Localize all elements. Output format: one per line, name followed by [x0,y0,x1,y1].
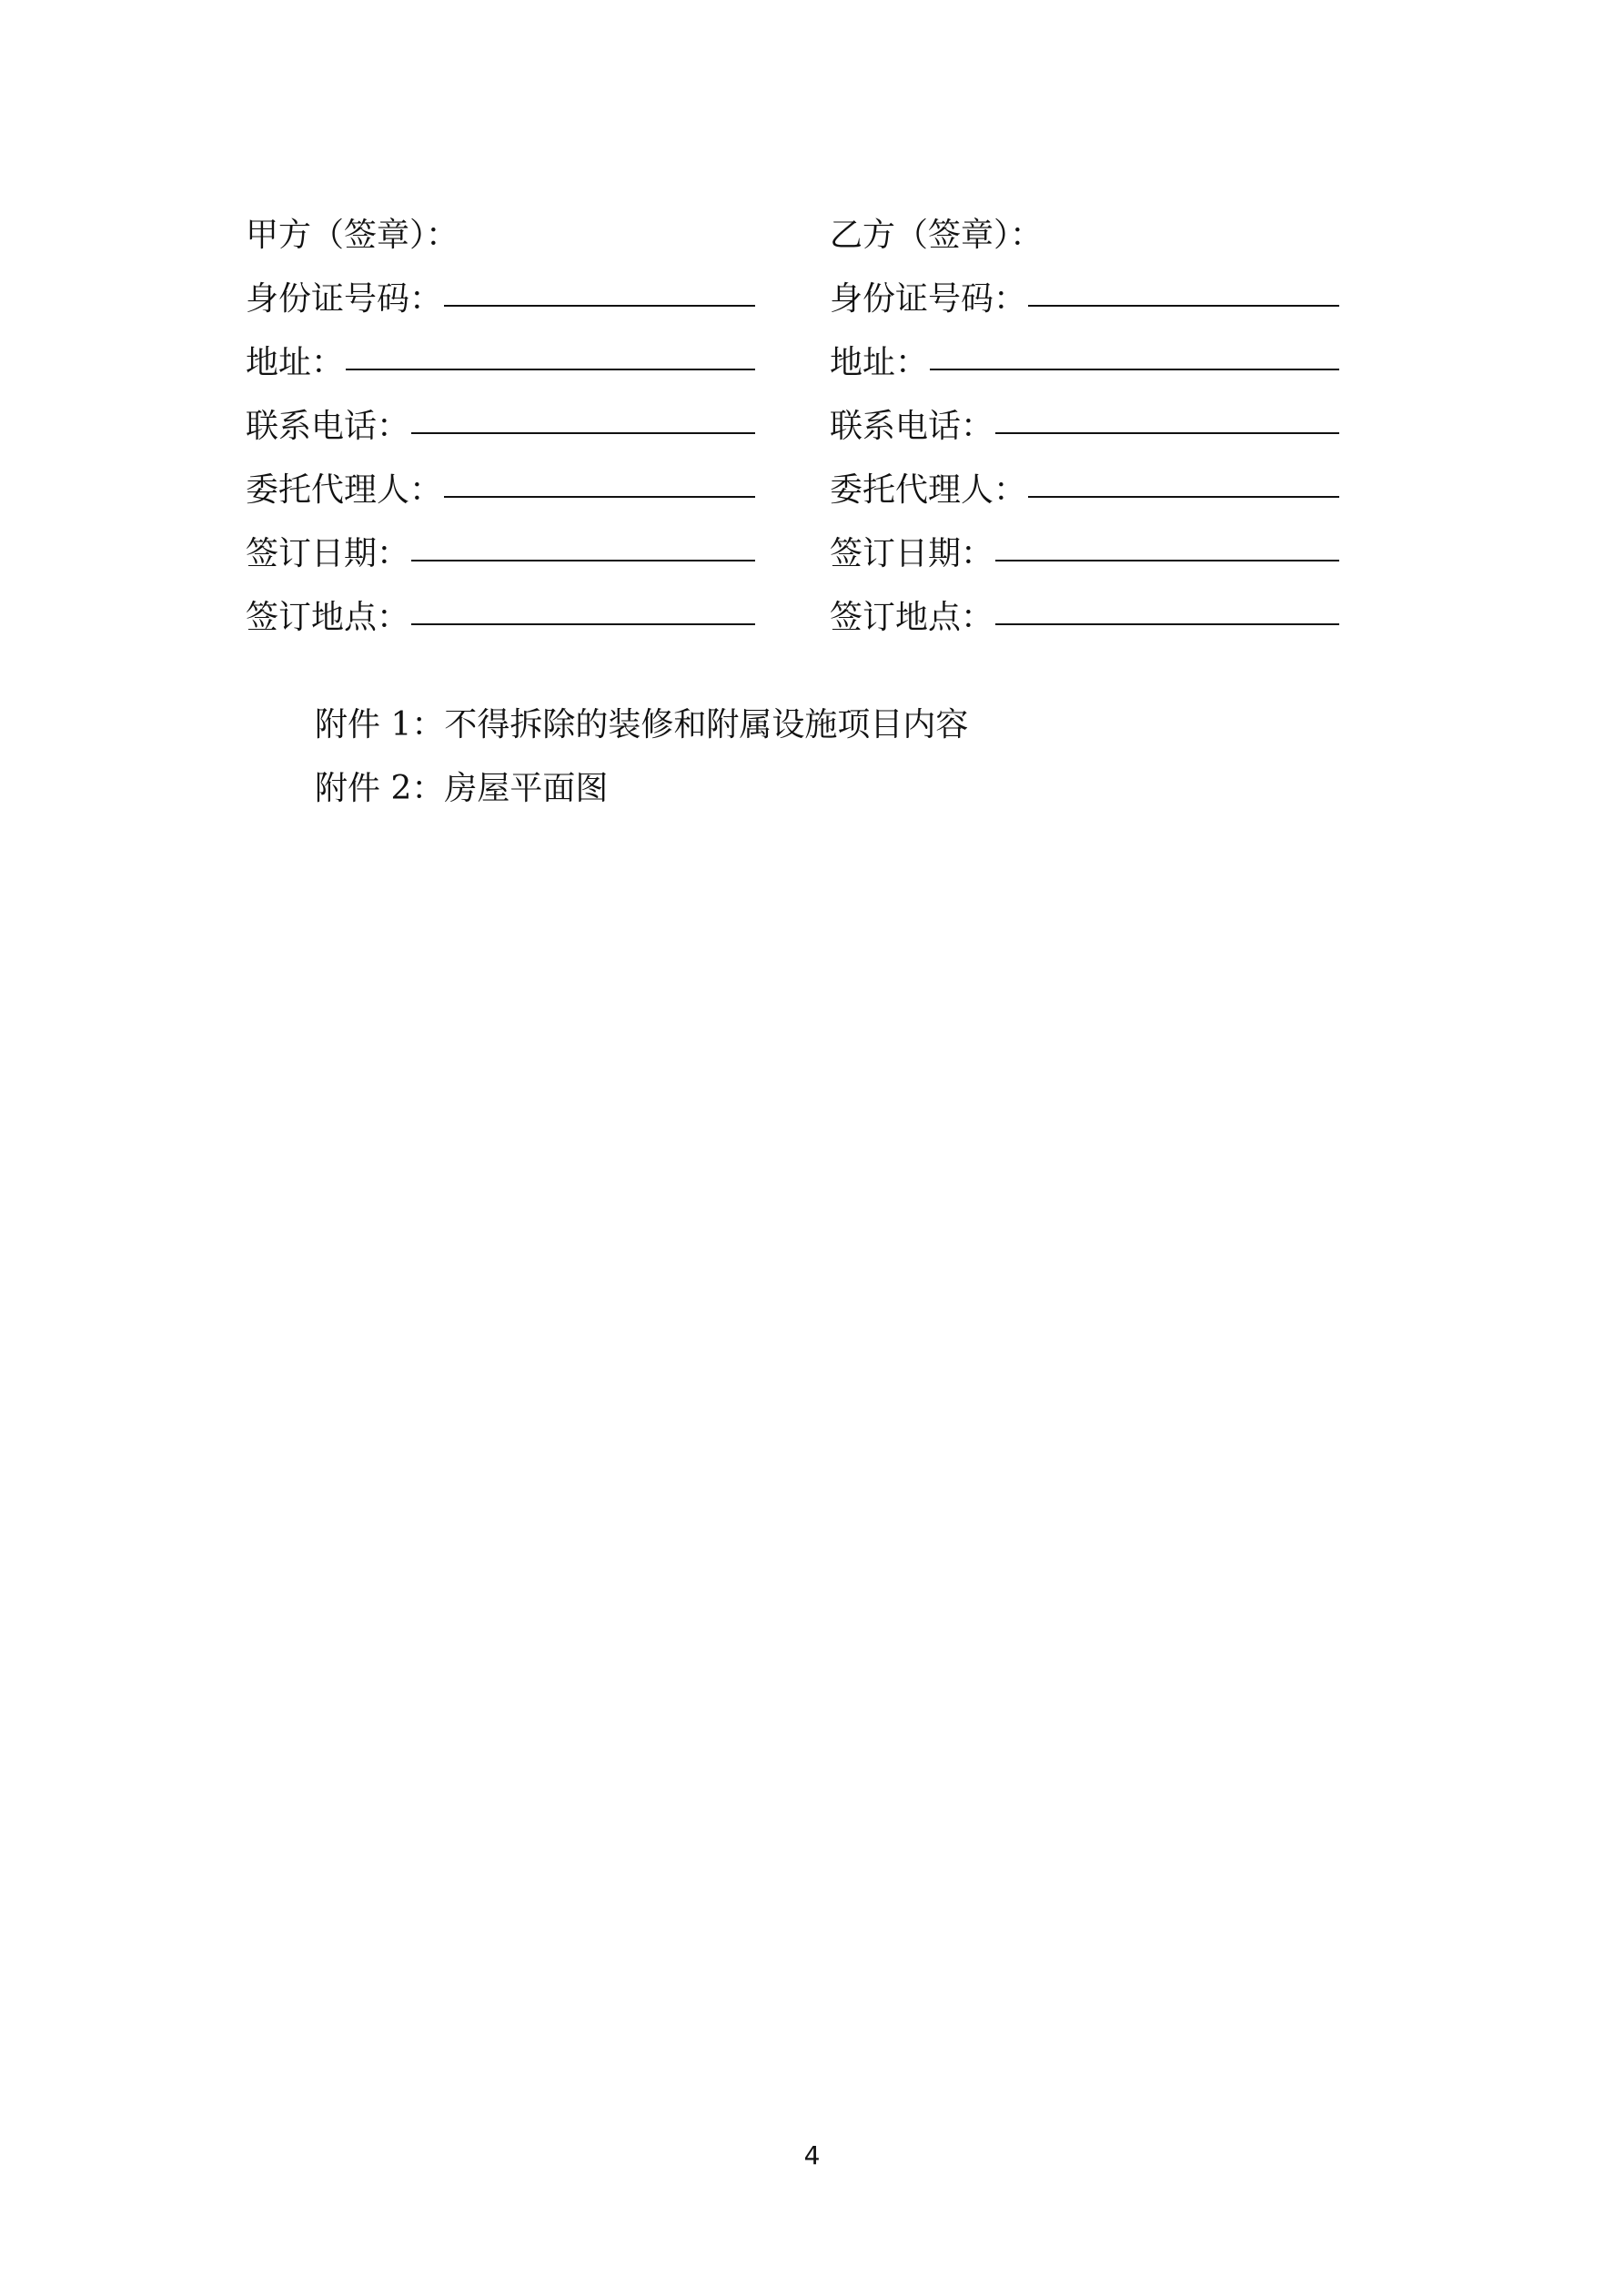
party-a-address-blank[interactable] [346,369,755,370]
party-a-id-number-row [246,264,755,328]
party-a-sign-date-label: 签订日期： [246,534,410,572]
party-b-sign-place-blank[interactable] [995,623,1339,625]
party-a-address-label: 地址： [246,343,345,381]
party-a-phone-blank[interactable] [411,432,755,434]
party-a-title: 甲方（签章）： [246,216,459,254]
party-a-agent-row [246,455,755,519]
attachments-list [315,690,1316,817]
party-a-phone-row [246,391,755,455]
party-b-id-number-blank[interactable] [1028,305,1339,307]
party-a-address-row [246,328,755,391]
party-b-address-row [830,328,1339,391]
party-b-address-label: 地址： [830,343,929,381]
party-a-phone-label: 联系电话： [246,407,410,445]
party-a-id-number-blank[interactable] [444,305,755,307]
party-a-signature-block [246,200,755,646]
page-number: 4 [803,2140,821,2170]
party-b-signature-block [830,200,1339,646]
party-b-title: 乙方（签章）： [830,216,1044,254]
party-a-id-number-label: 身份证号码： [246,279,443,318]
party-a-sign-place-label: 签订地点： [246,598,410,636]
attachment-1: 附件 1：不得拆除的装修和附属设施项目内容 [315,705,969,743]
party-b-sign-date-label: 签订日期： [830,534,994,572]
party-b-sign-date-row [830,519,1339,582]
party-a-agent-label: 委托代理人： [246,470,443,509]
party-b-phone-label: 联系电话： [830,407,994,445]
party-a-sign-place-blank[interactable] [411,623,755,625]
party-b-phone-row [830,391,1339,455]
party-b-agent-blank[interactable] [1028,496,1339,498]
party-b-address-blank[interactable] [930,369,1339,370]
party-a-agent-blank[interactable] [444,496,755,498]
party-a-sign-date-blank[interactable] [411,560,755,561]
party-b-agent-row [830,455,1339,519]
party-b-id-number-row [830,264,1339,328]
party-a-sign-date-row [246,519,755,582]
party-b-sign-place-row [830,582,1339,646]
party-b-sign-date-blank[interactable] [995,560,1339,561]
party-a-sign-place-row [246,582,755,646]
party-b-agent-label: 委托代理人： [830,470,1027,509]
party-b-phone-blank[interactable] [995,432,1339,434]
party-b-id-number-label: 身份证号码： [830,279,1027,318]
party-b-sign-place-label: 签订地点： [830,598,994,636]
attachment-2: 附件 2：房屋平面图 [315,769,609,807]
